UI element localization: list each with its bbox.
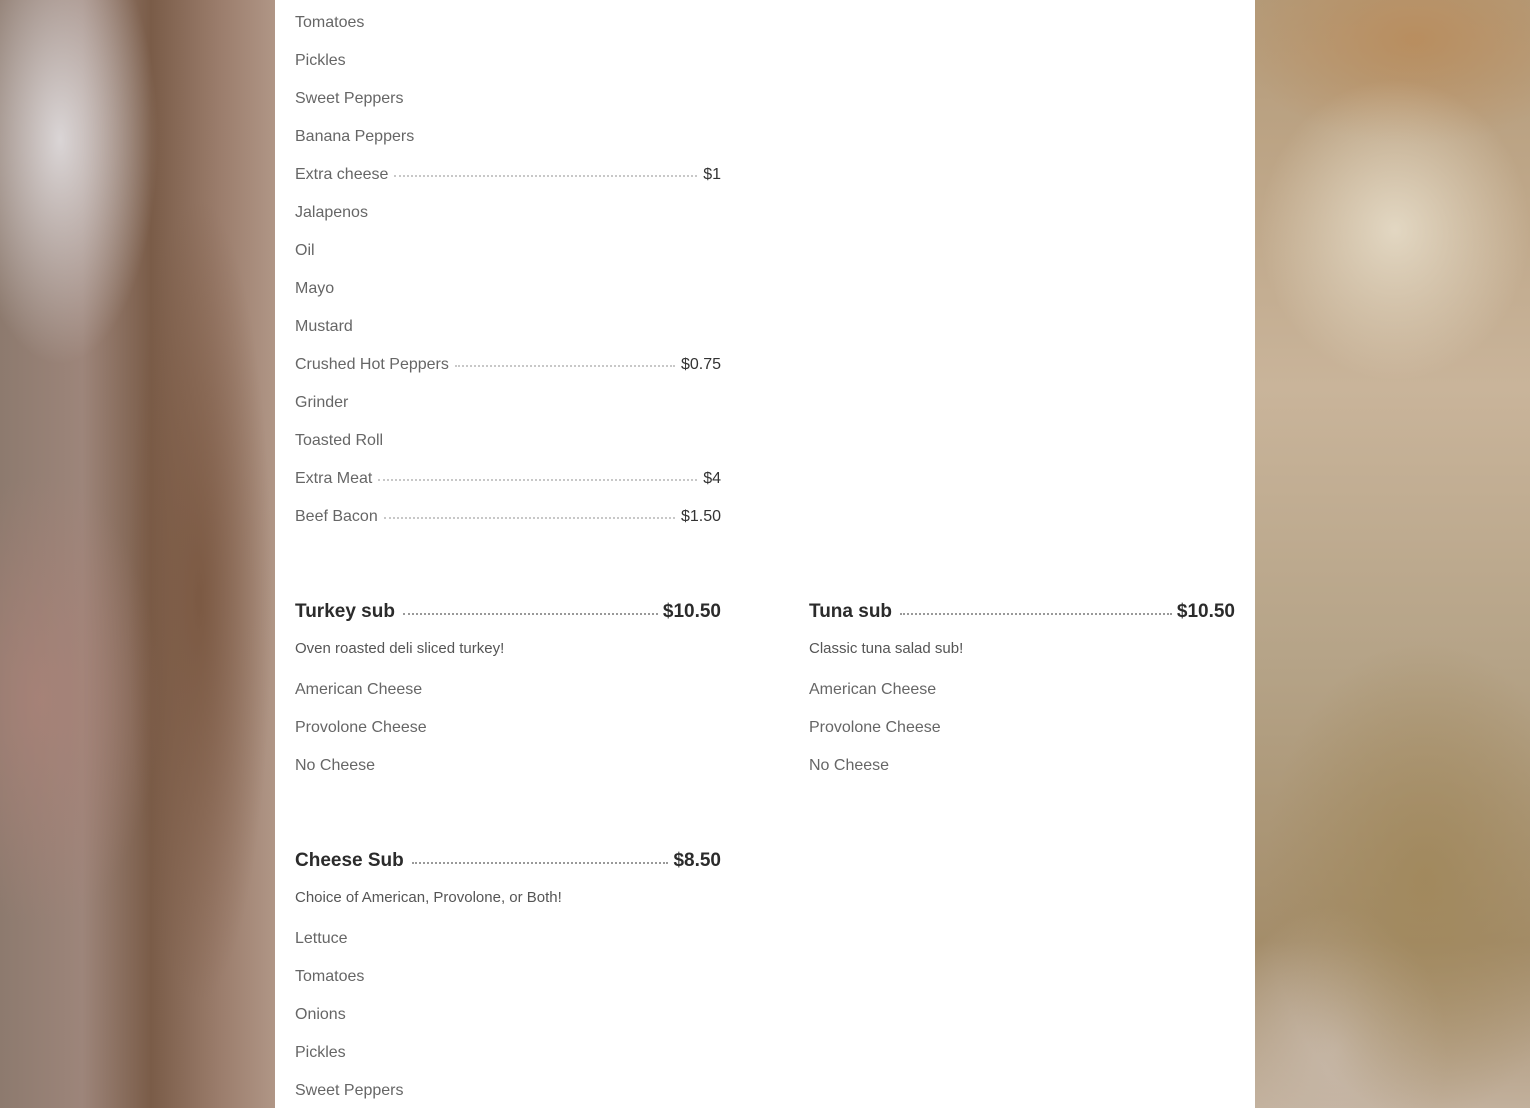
option-tomatoes[interactable] xyxy=(295,966,721,988)
option-name: Tomatoes xyxy=(295,14,365,31)
option-lettuce[interactable] xyxy=(295,928,721,950)
item-name: Cheese Sub xyxy=(295,850,404,871)
menu-item-turkey-sub[interactable] xyxy=(295,599,721,625)
option-pickles[interactable] xyxy=(295,50,721,72)
option-jalapenos[interactable] xyxy=(295,202,721,224)
option-name: Tomatoes xyxy=(295,968,365,985)
menu-item-tuna-sub[interactable] xyxy=(809,599,1235,625)
option-name: Provolone Cheese xyxy=(295,719,427,736)
option-name: Pickles xyxy=(295,52,346,69)
option-american-cheese[interactable] xyxy=(809,679,1235,701)
menu-item-cheese-sub[interactable] xyxy=(295,848,721,874)
option-name: Mustard xyxy=(295,318,353,335)
option-sweet-peppers[interactable] xyxy=(295,1080,721,1102)
option-name: Sweet Peppers xyxy=(295,90,404,107)
background-image-left xyxy=(0,0,275,1108)
option-name: Mayo xyxy=(295,280,335,297)
option-price: $0.75 xyxy=(680,356,721,373)
item-name: Tuna sub xyxy=(809,601,893,622)
option-no-cheese[interactable] xyxy=(809,755,1235,777)
item-description: Oven roasted deli sliced turkey! xyxy=(295,640,505,657)
option-name: No Cheese xyxy=(295,757,376,774)
option-name: Crushed Hot Peppers xyxy=(295,356,449,373)
option-extra-meat[interactable] xyxy=(295,468,721,490)
option-price: $1 xyxy=(703,166,721,183)
option-name: Banana Peppers xyxy=(295,128,415,145)
option-no-cheese[interactable] xyxy=(295,755,721,777)
option-name: Beef Bacon xyxy=(295,508,378,525)
background-image-right xyxy=(1255,0,1530,1108)
item-price: $10.50 xyxy=(1176,601,1235,622)
dot-leader xyxy=(900,613,1172,615)
option-provolone-cheese[interactable] xyxy=(809,717,1235,739)
option-name: Lettuce xyxy=(295,930,348,947)
option-oil[interactable] xyxy=(295,240,721,262)
option-price: $1.50 xyxy=(680,508,721,525)
option-beef-bacon[interactable] xyxy=(295,506,721,528)
option-name: American Cheese xyxy=(295,681,423,698)
option-name: Toasted Roll xyxy=(295,432,384,449)
dot-leader xyxy=(412,862,669,864)
option-name: American Cheese xyxy=(809,681,937,698)
option-pickles[interactable] xyxy=(295,1042,721,1064)
dot-leader xyxy=(394,175,697,177)
option-mustard[interactable] xyxy=(295,316,721,338)
item-name: Turkey sub xyxy=(295,601,395,622)
option-extra-cheese[interactable] xyxy=(295,164,721,186)
item-description: Classic tuna salad sub! xyxy=(809,640,964,657)
option-name: Extra Meat xyxy=(295,470,373,487)
option-name: Onions xyxy=(295,1006,346,1023)
option-name: No Cheese xyxy=(809,757,890,774)
option-provolone-cheese[interactable] xyxy=(295,717,721,739)
item-price: $8.50 xyxy=(673,850,721,871)
option-name: Jalapenos xyxy=(295,204,368,221)
item-description: Choice of American, Provolone, or Both! xyxy=(295,889,562,906)
option-crushed-hot-peppers[interactable] xyxy=(295,354,721,376)
item-price: $10.50 xyxy=(662,601,721,622)
option-mayo[interactable] xyxy=(295,278,721,300)
option-onions[interactable] xyxy=(295,1004,721,1026)
option-name: Grinder xyxy=(295,394,349,411)
option-banana-peppers[interactable] xyxy=(295,126,721,148)
dot-leader xyxy=(384,517,675,519)
option-name: Oil xyxy=(295,242,315,259)
dot-leader xyxy=(455,365,675,367)
dot-leader xyxy=(378,479,697,481)
option-name: Pickles xyxy=(295,1044,346,1061)
option-name: Extra cheese xyxy=(295,166,389,183)
option-sweet-peppers[interactable] xyxy=(295,88,721,110)
option-name: Sweet Peppers xyxy=(295,1082,404,1099)
option-tomatoes[interactable] xyxy=(295,12,721,34)
option-price: $4 xyxy=(703,470,721,487)
option-name: Provolone Cheese xyxy=(809,719,941,736)
dot-leader xyxy=(403,613,658,615)
option-toasted-roll[interactable] xyxy=(295,430,721,452)
option-american-cheese[interactable] xyxy=(295,679,721,701)
option-grinder[interactable] xyxy=(295,392,721,414)
menu-panel xyxy=(275,0,1255,1108)
